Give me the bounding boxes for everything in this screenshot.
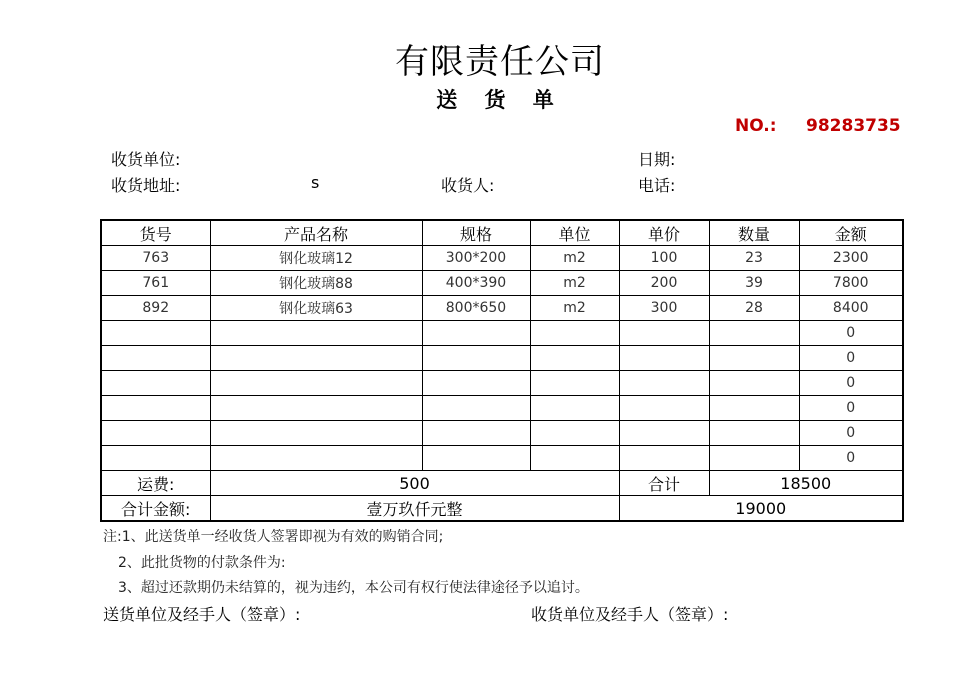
company-name: 有限责任公司: [395, 42, 605, 82]
table-row: [101, 271, 903, 296]
table-row: [101, 371, 903, 396]
total-label: 合计金额:: [101, 496, 210, 522]
freight-label: 运费:: [101, 471, 210, 496]
cell-product-name: [210, 371, 422, 396]
cell-amount: 0: [799, 346, 903, 371]
cell-quantity: 23: [709, 246, 799, 271]
cell-unit: [530, 346, 619, 371]
cell-product-name: [210, 396, 422, 421]
header-unit: 单位: [530, 220, 619, 246]
table-row: [101, 346, 903, 371]
cell-product-name: 钢化玻璃12: [210, 246, 422, 271]
cell-item-no: 761: [101, 271, 210, 296]
cell-spec: 300*200: [422, 246, 530, 271]
cell-amount: 0: [799, 421, 903, 446]
cell-unit: m2: [530, 246, 619, 271]
note-line-3: 3、超过还款期仍未结算的，视为违约，本公司有权行使法律途径予以追讨。: [118, 580, 589, 596]
cell-spec: [422, 396, 530, 421]
consignee-unit-label: 收货单位:: [111, 150, 181, 169]
header-spec: 规格: [422, 220, 530, 246]
cell-amount: 2300: [799, 246, 903, 271]
cell-item-no: [101, 446, 210, 471]
cell-unit: m2: [530, 296, 619, 321]
order-number-value: 98283735: [806, 116, 901, 136]
phone-label: 电话:: [638, 176, 676, 195]
cell-item-no: [101, 346, 210, 371]
cell-quantity: [709, 446, 799, 471]
note-line-1: 注:1、此送货单一经收货人签署即视为有效的购销合同;: [103, 529, 444, 545]
cell-item-no: 892: [101, 296, 210, 321]
table-row: [101, 321, 903, 346]
cell-amount: 0: [799, 446, 903, 471]
subtotal-label: 合计: [619, 471, 709, 496]
cell-quantity: [709, 421, 799, 446]
cell-item-no: [101, 421, 210, 446]
receiver-signature-label: 收货单位及经手人（签章）:: [531, 605, 729, 624]
cell-unit: [530, 321, 619, 346]
cell-spec: [422, 321, 530, 346]
receiver-label: 收货人:: [441, 176, 495, 195]
cell-unit-price: 200: [619, 271, 709, 296]
cell-unit-price: [619, 421, 709, 446]
total-row: [101, 496, 903, 522]
cell-quantity: [709, 396, 799, 421]
cell-unit: [530, 371, 619, 396]
cell-unit-price: [619, 371, 709, 396]
cell-unit-price: 100: [619, 246, 709, 271]
cell-spec: [422, 446, 530, 471]
cell-unit: m2: [530, 271, 619, 296]
table-row: [101, 421, 903, 446]
cell-quantity: 28: [709, 296, 799, 321]
cell-unit-price: [619, 321, 709, 346]
cell-quantity: [709, 371, 799, 396]
cell-product-name: 钢化玻璃63: [210, 296, 422, 321]
cell-product-name: [210, 321, 422, 346]
cell-unit-price: [619, 396, 709, 421]
cell-spec: [422, 421, 530, 446]
header-item-no: 货号: [101, 220, 210, 246]
cell-spec: [422, 346, 530, 371]
cell-unit-price: [619, 446, 709, 471]
header-quantity: 数量: [709, 220, 799, 246]
cell-unit-price: [619, 346, 709, 371]
freight-value: 500: [210, 471, 619, 496]
cell-item-no: [101, 396, 210, 421]
cell-spec: [422, 371, 530, 396]
header-product-name: 产品名称: [210, 220, 422, 246]
cell-item-no: [101, 321, 210, 346]
cell-spec: 800*650: [422, 296, 530, 321]
subtotal-value: 18500: [709, 471, 903, 496]
cell-amount: 8400: [799, 296, 903, 321]
sender-signature-label: 送货单位及经手人（签章）:: [103, 605, 301, 624]
table-header-row: [101, 220, 903, 246]
cell-item-no: [101, 371, 210, 396]
table-row: [101, 396, 903, 421]
cell-item-no: 763: [101, 246, 210, 271]
table-row: [101, 296, 903, 321]
total-value: 19000: [619, 496, 903, 522]
cell-amount: 0: [799, 371, 903, 396]
total-in-words: 壹万玖仟元整: [210, 496, 619, 522]
address-label: 收货地址:: [111, 176, 181, 195]
cell-amount: 7800: [799, 271, 903, 296]
goods-table: [100, 219, 904, 522]
cell-unit: [530, 421, 619, 446]
cell-product-name: 钢化玻璃88: [210, 271, 422, 296]
cell-quantity: 39: [709, 271, 799, 296]
freight-row: [101, 471, 903, 496]
cell-unit: [530, 396, 619, 421]
order-number-label: NO.:: [735, 116, 777, 136]
cell-unit: [530, 446, 619, 471]
cell-spec: 400*390: [422, 271, 530, 296]
table-row: [101, 446, 903, 471]
cell-quantity: [709, 346, 799, 371]
cell-product-name: [210, 421, 422, 446]
table-row: [101, 246, 903, 271]
cell-quantity: [709, 321, 799, 346]
date-label: 日期:: [638, 150, 676, 169]
document-title: 送 货 单: [436, 88, 564, 112]
cell-amount: 0: [799, 396, 903, 421]
header-amount: 金额: [799, 220, 903, 246]
cell-unit-price: 300: [619, 296, 709, 321]
cell-amount: 0: [799, 321, 903, 346]
header-unit-price: 单价: [619, 220, 709, 246]
note-line-2: 2、此批货物的付款条件为:: [118, 555, 286, 571]
cell-product-name: [210, 346, 422, 371]
address-value: s: [311, 173, 320, 192]
cell-product-name: [210, 446, 422, 471]
